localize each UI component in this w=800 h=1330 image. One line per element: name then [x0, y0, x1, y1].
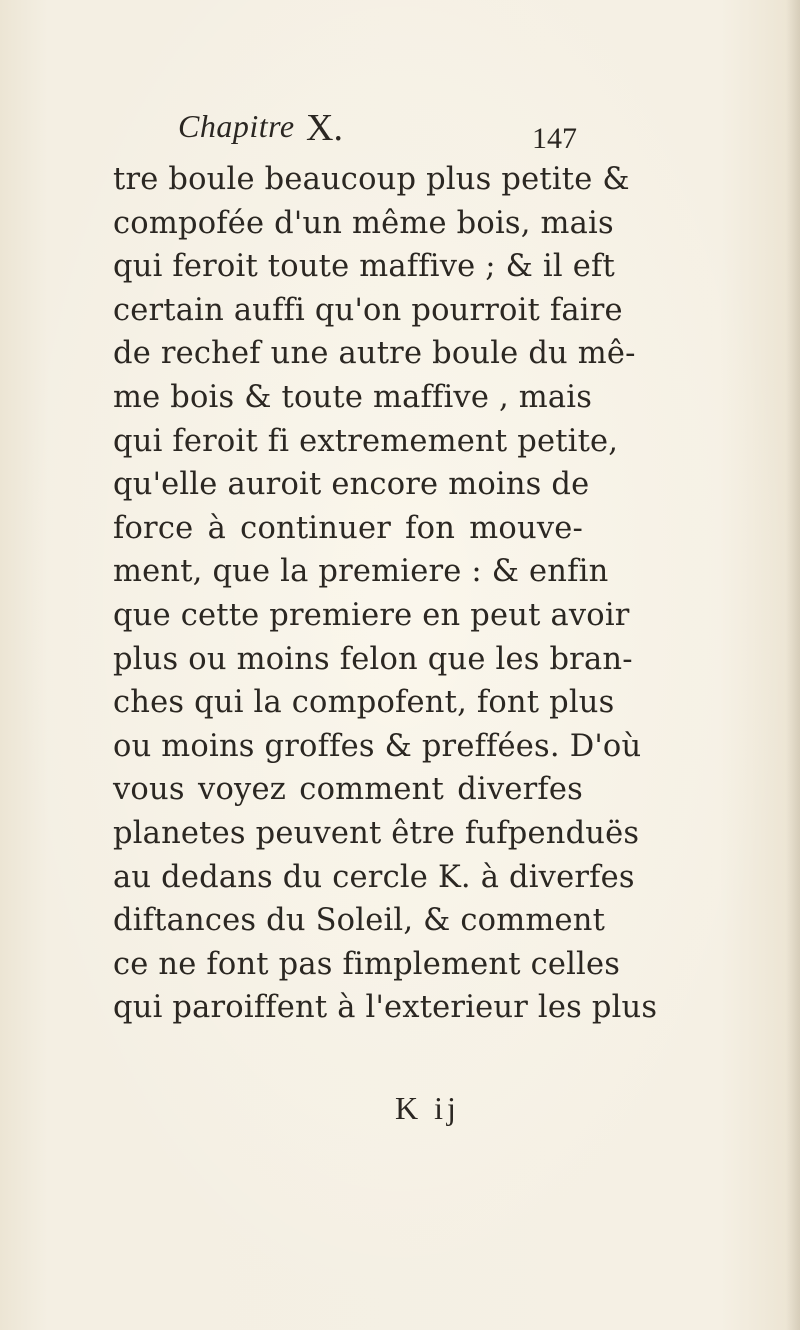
page-edge-shadow — [786, 0, 800, 1330]
text-line: ce ne font pas fimplement celles — [113, 946, 621, 982]
text-line: plus ou moins felon que les bran- — [113, 641, 633, 677]
text-line: planetes peuvent être fufpenduës — [113, 815, 640, 851]
text-line: qui feroit toute maffive ; & il eft — [113, 249, 615, 285]
text-line: qui feroit fi extremement petite, — [113, 423, 619, 459]
running-head: Chapitre — [178, 108, 295, 144]
text-line: de rechef une autre boule du mê- — [113, 336, 636, 372]
text-line: me bois & toute maffive , mais — [113, 379, 593, 415]
text-line: que cette premiere en peut avoir — [113, 597, 630, 633]
text-line: diftances du Soleil, & comment — [113, 903, 606, 939]
text-line: ou moins groffes & preffées. D'où — [113, 728, 642, 764]
signature-mark: K ij — [395, 1090, 460, 1126]
text-line: ches qui la compofent, font plus — [113, 685, 615, 721]
text-line: certain auffi qu'on pourroit faire — [113, 292, 623, 328]
text-line: qu'elle auroit encore moins de — [113, 467, 590, 503]
text-line: qui paroiffent à l'exterieur les plus — [113, 990, 658, 1026]
text-line: au dedans du cercle K. à diverfes — [113, 859, 635, 895]
page-header — [0, 108, 800, 160]
text-line: ment, que la premiere : & enfin — [113, 554, 609, 590]
body-text — [113, 158, 658, 1030]
text-line: vous voyez comment diverfes — [113, 772, 583, 808]
text-line: compofée d'un même bois, mais — [113, 205, 614, 241]
text-line: tre boule beaucoup plus petite & — [113, 162, 630, 197]
page-number: 147 — [532, 122, 577, 155]
chapter-number: X. — [306, 107, 343, 149]
text-line: force à continuer fon mouve- — [113, 510, 583, 546]
